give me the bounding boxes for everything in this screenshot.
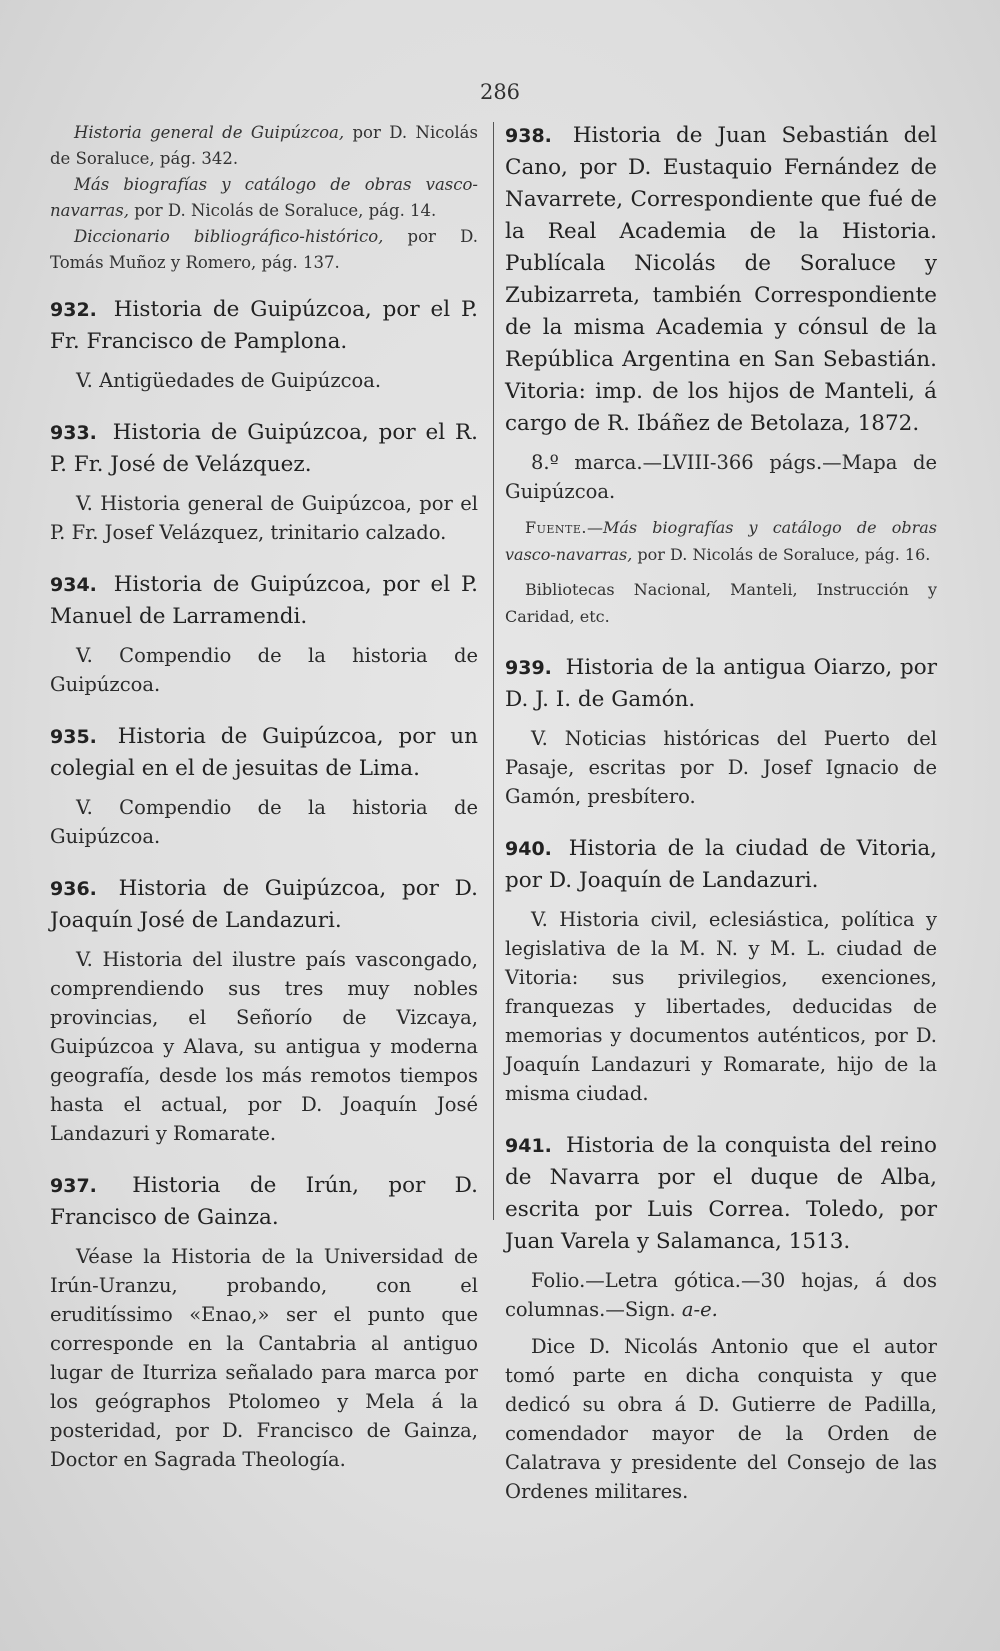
entry-941-signatures: a-e. <box>681 1298 718 1321</box>
entry-938-source-text: por D. Nicolás de Soraluce, pág. 16. <box>632 545 931 564</box>
left-column <box>50 120 478 1474</box>
entry-938-libraries: Bibliotecas Nacional, Manteli, Instrucción y Caridad, etc. <box>505 580 937 626</box>
entry-932-number: 932. <box>50 299 97 321</box>
entry-937-title <box>50 1170 478 1234</box>
entry-937-body: Véase la Historia de la Universidad de Irún-Uranzu, probando, con el eruditíssimo «Enao,» ser el punto que corresponde en la Cantabria al antiguo lugar de Iturriza señalado para marca por los geógraphos Ptolomeo y Mela á la posteridad, por D. Francisco de Gainza, Doctor en Sagrada Theología. <box>50 1245 478 1471</box>
entry-941-title <box>505 1130 937 1258</box>
entry-932-see: V. Antigüedades de Guipúzcoa. <box>76 369 382 392</box>
entry-940-title <box>505 833 937 897</box>
entry-934-number: 934. <box>50 574 97 596</box>
entry-935-title <box>50 721 478 785</box>
entry-940-see: V. Historia civil, eclesiástica, política y legislativa de la M. N. y M. L. ciudad de Vitoria: sus privilegios, exenciones, franquezas y libertades, deducidas de memorias y documentos auténticos, por D. Joaquín Landazuri y Romarate, hijo de la misma ciudad. <box>505 908 937 1105</box>
entry-934-text: Historia de Guipúzcoa, por el P. Manuel de Larramendi. <box>50 572 478 629</box>
entry-938-source-title: —Más biografías y catálogo de obras vasco-navarras, <box>505 518 937 564</box>
entry-932-title <box>50 294 478 358</box>
reference-1 <box>50 120 478 172</box>
entry-941-number: 941. <box>505 1135 552 1157</box>
entry-936-see: V. Historia del ilustre país vascongado, comprendiendo sus tres muy nobles provincias, el Señorío de Vizcaya, Guipúzcoa y Alava, su antigua y moderna geografía, desde los más remotos tiempos hasta el actual, por D. Joaquín José Landazuri y Romarate. <box>50 948 478 1145</box>
column-divider <box>493 122 494 1220</box>
reference-3-text: por D. Tomás Muñoz y Romero, pág. 137. <box>50 227 478 272</box>
entry-939-title <box>505 652 937 716</box>
entry-941-description <box>505 1266 937 1324</box>
entry-938-title <box>505 120 937 440</box>
entry-935-text: Historia de Guipúzcoa, por un colegial en el de jesuitas de Lima. <box>50 724 478 781</box>
reference-2-title: Más biografías y catálogo de obras vasco-navarras, <box>50 175 478 220</box>
reference-2 <box>50 172 478 224</box>
reference-3 <box>50 224 478 276</box>
entry-937-number: 937. <box>50 1175 97 1197</box>
entry-934-title <box>50 569 478 633</box>
entry-936-number: 936. <box>50 878 97 900</box>
entry-933-number: 933. <box>50 422 97 444</box>
entry-941-description-main: Folio.—Letra gótica.—30 hojas, á dos columnas.—Sign. <box>505 1269 937 1321</box>
entry-933-text: Historia de Guipúzcoa, por el R. P. Fr. José de Velázquez. <box>50 420 478 477</box>
entry-938-text: Historia de Juan Sebastián del Cano, por D. Eustaquio Fernández de Navarrete, Correspondiente que fué de la Real Academia de la Historia. Publícala Nicolás de Soraluce y Zubizarreta, también Correspondiente de la misma Academia y cónsul de la República Argentina en San Sebastián. Vitoria: imp. de los hijos de Manteli, á cargo de R. Ibáñez de Betolaza, 1872. <box>505 123 937 436</box>
entry-932-text: Historia de Guipúzcoa, por el P. Fr. Francisco de Pamplona. <box>50 297 478 354</box>
entry-938-number: 938. <box>505 125 552 147</box>
entry-939-text: Historia de la antigua Oiarzo, por D. J. I. de Gamón. <box>505 655 937 712</box>
entry-940-number: 940. <box>505 838 552 860</box>
entry-939-number: 939. <box>505 657 552 679</box>
entry-938-description: 8.º marca.—LVIII-366 págs.—Mapa de Guipúzcoa. <box>505 451 937 503</box>
reference-3-title: Diccionario bibliográfico-histórico, <box>74 227 384 246</box>
entry-939-see: V. Noticias históricas del Puerto del Pasaje, escritas por D. Josef Ignacio de Gamón, presbítero. <box>505 727 937 808</box>
entry-933-title <box>50 417 478 481</box>
page-number: 286 <box>479 80 521 104</box>
reference-2-text: por D. Nicolás de Soraluce, pág. 14. <box>128 201 437 220</box>
entry-935-see: V. Compendio de la historia de Guipúzcoa. <box>50 796 478 848</box>
entry-935-number: 935. <box>50 726 97 748</box>
entry-941-body: Dice D. Nicolás Antonio que el autor tomó parte en dicha conquista y que dedicó su obra á D. Gutierre de Padilla, comendador mayor de la Orden de Calatrava y presidente del Consejo de las Ordenes militares. <box>505 1335 937 1503</box>
entry-938-source-label: Fuente. <box>525 518 587 537</box>
entry-936-title <box>50 873 478 937</box>
right-column <box>505 120 937 1506</box>
reference-1-text: por D. Nicolás de Soraluce, pág. 342. <box>50 123 478 168</box>
entry-934-see: V. Compendio de la historia de Guipúzcoa. <box>50 644 478 696</box>
entry-936-text: Historia de Guipúzcoa, por D. Joaquín José de Landazuri. <box>50 876 478 933</box>
entry-938-source <box>505 514 937 568</box>
entry-940-text: Historia de la ciudad de Vitoria, por D. Joaquín de Landazuri. <box>505 836 938 893</box>
entry-933-see: V. Historia general de Guipúzcoa, por el P. Fr. Josef Velázquez, trinitario calzado. <box>50 492 478 544</box>
entry-941-text: Historia de la conquista del reino de Navarra por el duque de Alba, escrita por Luis Correa. Toledo, por Juan Varela y Salamanca, 1513. <box>505 1133 937 1254</box>
entry-937-text: Historia de Irún, por D. Francisco de Gainza. <box>50 1173 478 1230</box>
reference-1-title: Historia general de Guipúzcoa, <box>74 123 345 142</box>
